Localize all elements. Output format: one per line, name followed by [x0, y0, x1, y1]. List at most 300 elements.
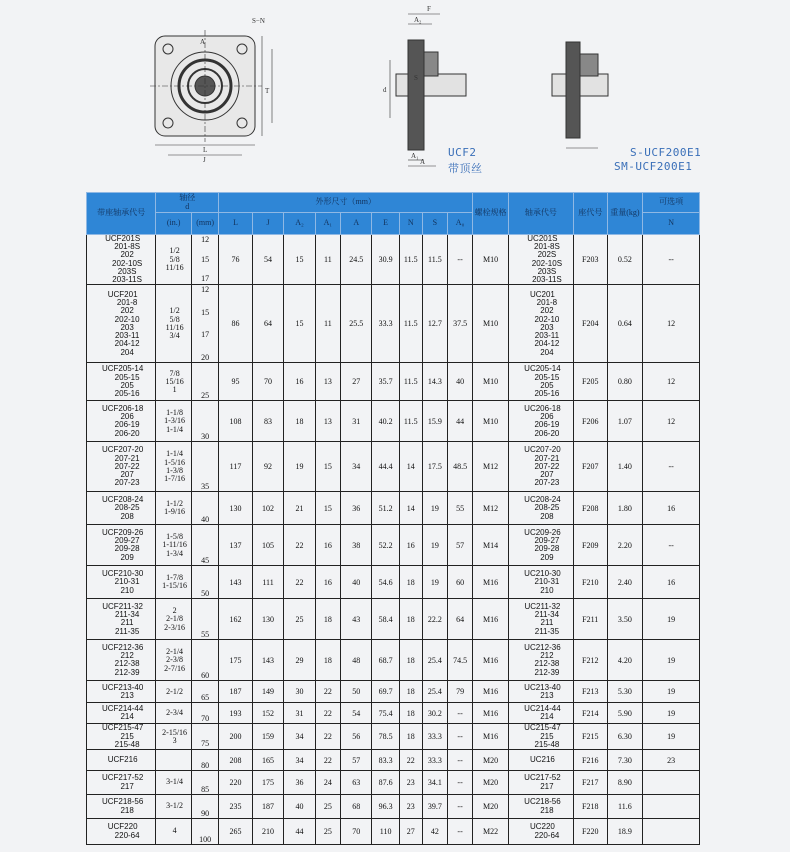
- cell-e: 78.5: [372, 724, 399, 750]
- bc-line: UC213-40: [524, 682, 561, 692]
- bc-line: 203: [540, 322, 554, 332]
- codes-line: UCF217-52: [101, 773, 144, 783]
- cell-a2: 19: [284, 442, 315, 492]
- cell-e: 75.4: [372, 703, 399, 724]
- cell-bolt: M12: [473, 442, 509, 492]
- cell-l: 162: [219, 599, 253, 640]
- table-row: [87, 750, 700, 771]
- inch-cell: [156, 525, 192, 566]
- bc-line: 206-20: [534, 428, 560, 438]
- cell-a2: 16: [284, 363, 315, 401]
- cell-opt: --: [643, 235, 700, 285]
- codes-cell: [87, 363, 156, 401]
- cell-a: 34: [340, 442, 371, 492]
- codes-line: UCF209-26: [101, 527, 144, 537]
- cell-n: 27: [399, 819, 422, 845]
- cell-n: 23: [399, 795, 422, 819]
- codes-line: 203-11S: [112, 275, 142, 285]
- cell-e: 35.7: [372, 363, 399, 401]
- cell-a: 31: [340, 401, 371, 442]
- codes-cell: [87, 795, 156, 819]
- codes-line: 212-39: [114, 667, 140, 677]
- mm-cell: [191, 599, 218, 640]
- codes-line: 211-34: [114, 610, 140, 620]
- codes-line: 201-8: [116, 298, 138, 308]
- inch-line: 1-1/8: [166, 408, 184, 418]
- mm-cell: [191, 640, 218, 681]
- codes-cell: [87, 235, 156, 285]
- cell-e: 68.7: [372, 640, 399, 681]
- label-a-bottom: A: [420, 158, 426, 166]
- mm-cell: [191, 285, 218, 363]
- codes-line: UCF201S: [105, 234, 141, 243]
- mm-cell: [191, 771, 218, 795]
- cell-opt: 19: [643, 681, 700, 703]
- caption-ucf2-cn: 带顶丝: [448, 162, 483, 175]
- bc-line: 209-27: [534, 536, 560, 546]
- cell-a1: 15: [315, 492, 340, 525]
- cell-opt: 19: [643, 724, 700, 750]
- cell-opt: 12: [643, 401, 700, 442]
- table-row: [87, 795, 700, 819]
- cell-a1: 11: [315, 235, 340, 285]
- cell-e: 83.3: [372, 750, 399, 771]
- cell-opt: 23: [643, 750, 700, 771]
- cell-n: 11.5: [399, 235, 422, 285]
- cell-wt: 7.30: [607, 750, 643, 771]
- inch-cell: [156, 442, 192, 492]
- cell-a0: --: [448, 235, 473, 285]
- cell-j: 130: [252, 599, 283, 640]
- codes-line: 218: [120, 805, 134, 815]
- cell-a1: 25: [315, 795, 340, 819]
- cell-hc: F212: [573, 640, 607, 681]
- bc-line: UC212-36: [524, 642, 561, 652]
- cell-a1: 18: [315, 599, 340, 640]
- bc-line: 207-22: [534, 461, 560, 471]
- codes-line: UCF211-32: [102, 601, 144, 611]
- bc-line: 205-16: [534, 389, 560, 399]
- label-d: d: [383, 86, 387, 94]
- bc-line: 202: [540, 306, 554, 316]
- cell-e: 40.2: [372, 401, 399, 442]
- cell-a2: 44: [284, 819, 315, 845]
- codes-line: UCF207-20: [101, 445, 144, 455]
- label-j: J: [203, 156, 206, 164]
- bc-line: 211: [540, 618, 554, 628]
- codes-line: 201-8S: [114, 242, 141, 252]
- codes-line: UCF212-36: [101, 642, 144, 652]
- cell-opt: --: [643, 525, 700, 566]
- bc-cell: [508, 771, 573, 795]
- codes-line: 206-19: [114, 420, 140, 430]
- bc-line: 207-21: [534, 453, 560, 463]
- cell-a0: 64: [448, 599, 473, 640]
- cell-wt: 5.30: [607, 681, 643, 703]
- cell-wt: 0.64: [607, 285, 643, 363]
- inch-line: 2: [172, 606, 177, 616]
- codes-line: 205-15: [114, 372, 140, 382]
- bc-line: 212-38: [534, 659, 560, 669]
- codes-line: 209: [120, 552, 134, 562]
- cell-a1: 16: [315, 525, 340, 566]
- cell-hc: F214: [573, 703, 607, 724]
- cell-a: 54: [340, 703, 371, 724]
- caption-e1-line1: S-UCF200E1: [630, 146, 702, 159]
- table-row: [87, 599, 700, 640]
- codes-cell: [87, 681, 156, 703]
- bc-cell: [508, 285, 573, 363]
- label-t: T: [265, 87, 270, 95]
- bc-line: 205: [540, 380, 554, 390]
- header-col-0: L: [219, 213, 253, 235]
- mm-cell: [191, 442, 218, 492]
- cell-s: 11.5: [422, 235, 447, 285]
- header-col-4: A: [340, 213, 371, 235]
- mm-cell: [191, 819, 218, 845]
- cell-j: 143: [252, 640, 283, 681]
- cell-j: 111: [252, 566, 283, 599]
- cell-a2: 15: [284, 235, 315, 285]
- bc-cell: [508, 681, 573, 703]
- cell-s: 34.1: [422, 771, 447, 795]
- cell-a1: 15: [315, 442, 340, 492]
- bc-line: 220-64: [534, 830, 560, 840]
- bc-line: 204-12: [534, 339, 560, 349]
- codes-line: UCF220: [107, 822, 138, 832]
- inch-line: 1-1/2: [166, 499, 184, 509]
- cell-opt: 12: [643, 363, 700, 401]
- header-optional: 可选項: [643, 193, 700, 213]
- cell-a2: 34: [284, 750, 315, 771]
- table-row: [87, 681, 700, 703]
- mm-value: 17: [201, 274, 210, 284]
- cell-s: 17.5: [422, 442, 447, 492]
- cell-a0: --: [448, 703, 473, 724]
- cell-a: 38: [340, 525, 371, 566]
- cell-n: 11.5: [399, 363, 422, 401]
- cell-j: 159: [252, 724, 283, 750]
- cell-s: 25.4: [422, 681, 447, 703]
- bc-line: 202S: [537, 250, 557, 260]
- codes-line: UCF201: [107, 289, 138, 299]
- cell-s: 42: [422, 819, 447, 845]
- header-bearing-unit: 带座轴承代号: [87, 193, 156, 235]
- cell-a2: 15: [284, 285, 315, 363]
- cell-hc: F208: [573, 492, 607, 525]
- bc-line: UC201: [529, 289, 555, 299]
- cell-hc: F215: [573, 724, 607, 750]
- bc-cell: [508, 599, 573, 640]
- cell-e: 69.7: [372, 681, 399, 703]
- cell-wt: 4.20: [607, 640, 643, 681]
- inch-line: 3-1/4: [166, 777, 184, 787]
- cell-a1: 22: [315, 703, 340, 724]
- bc-line: 207-23: [534, 478, 560, 488]
- cell-wt: 1.40: [607, 442, 643, 492]
- cell-hc: F203: [573, 235, 607, 285]
- cell-l: 175: [219, 640, 253, 681]
- bc-line: 217: [540, 781, 554, 791]
- codes-line: 213: [120, 690, 134, 700]
- label-a1: A₁: [411, 152, 419, 160]
- mm-value: 50: [201, 588, 210, 598]
- cell-opt: 16: [643, 566, 700, 599]
- cell-e: 51.2: [372, 492, 399, 525]
- inch-line: 1/2: [169, 246, 180, 256]
- mm-cell: [191, 795, 218, 819]
- cell-s: 19: [422, 566, 447, 599]
- inch-line: 1/2: [169, 306, 180, 316]
- cell-wt: 1.07: [607, 401, 643, 442]
- cell-e: 30.9: [372, 235, 399, 285]
- codes-line: 215: [120, 731, 134, 741]
- cell-l: 265: [219, 819, 253, 845]
- bc-line: 215-48: [534, 739, 560, 749]
- cell-hc: F207: [573, 442, 607, 492]
- bc-line: 209: [540, 552, 554, 562]
- codes-cell: [87, 771, 156, 795]
- bc-line: 214: [540, 712, 554, 722]
- cell-a1: 22: [315, 724, 340, 750]
- cell-opt: 19: [643, 703, 700, 724]
- bc-line: 207: [540, 470, 554, 480]
- bc-cell: [508, 442, 573, 492]
- cell-hc: F213: [573, 681, 607, 703]
- cell-bolt: M16: [473, 566, 509, 599]
- codes-cell: [87, 442, 156, 492]
- bc-line: 205-15: [534, 372, 560, 382]
- side-section-drawing: [390, 14, 466, 166]
- mm-value: 55: [201, 629, 210, 639]
- mm-cell: [191, 750, 218, 771]
- bc-line: 211-34: [534, 610, 560, 620]
- inch-line: 2-3/8: [166, 655, 184, 665]
- codes-line: 217: [120, 781, 134, 791]
- eccentric-collar-drawing: [552, 42, 608, 148]
- bc-line: 203-11: [534, 331, 560, 341]
- inch-cell: [156, 703, 192, 724]
- inch-line: 4: [172, 826, 177, 836]
- inch-cell: [156, 492, 192, 525]
- cell-a1: 22: [315, 681, 340, 703]
- cell-hc: F205: [573, 363, 607, 401]
- cell-e: 58.4: [372, 599, 399, 640]
- label-s-n: S−N: [252, 17, 265, 25]
- codes-cell: [87, 640, 156, 681]
- inch-line: 7/8: [169, 368, 180, 378]
- cell-a2: 22: [284, 525, 315, 566]
- cell-l: 143: [219, 566, 253, 599]
- cell-wt: 18.9: [607, 819, 643, 845]
- cell-s: 33.3: [422, 724, 447, 750]
- cell-bolt: M10: [473, 235, 509, 285]
- bc-line: UC218-56: [524, 797, 561, 807]
- mm-value: 15: [201, 307, 210, 317]
- mm-cell: [191, 363, 218, 401]
- cell-a0: 60: [448, 566, 473, 599]
- codes-cell: [87, 492, 156, 525]
- mm-cell: [191, 681, 218, 703]
- cell-j: 64: [252, 285, 283, 363]
- inch-line: 1-7/8: [166, 573, 184, 583]
- table-row: [87, 442, 700, 492]
- inch-line: 3/4: [169, 331, 180, 341]
- bc-cell: [508, 566, 573, 599]
- cell-bolt: M16: [473, 599, 509, 640]
- mm-value: 17: [201, 330, 210, 340]
- cell-n: 14: [399, 492, 422, 525]
- cell-l: 117: [219, 442, 253, 492]
- codes-cell: [87, 599, 156, 640]
- codes-line: 208-25: [114, 503, 140, 513]
- cell-opt: [643, 795, 700, 819]
- codes-cell: [87, 525, 156, 566]
- cell-e: 96.3: [372, 795, 399, 819]
- header-col-7: S: [422, 213, 447, 235]
- codes-cell: [87, 285, 156, 363]
- cell-hc: F218: [573, 795, 607, 819]
- mm-value: 30: [201, 431, 210, 441]
- cell-l: 108: [219, 401, 253, 442]
- bc-line: UC208-24: [524, 495, 561, 505]
- mm-cell: [191, 492, 218, 525]
- cell-a: 63: [340, 771, 371, 795]
- front-view-drawing: [150, 30, 272, 155]
- bc-line: 202-10: [534, 314, 560, 324]
- mm-value: 20: [201, 352, 210, 362]
- inch-cell: [156, 771, 192, 795]
- bc-line: 213: [540, 690, 554, 700]
- inch-cell: [156, 599, 192, 640]
- codes-line: UCF216: [107, 754, 138, 764]
- header-bearing-code: 轴承代号: [508, 193, 573, 235]
- codes-cell: [87, 750, 156, 771]
- bc-line: UC201S: [527, 234, 558, 243]
- inch-cell: [156, 640, 192, 681]
- cell-l: 95: [219, 363, 253, 401]
- cell-bolt: M14: [473, 525, 509, 566]
- bc-line: UC220: [529, 822, 555, 832]
- cell-bolt: M16: [473, 640, 509, 681]
- caption-ucf2: UCF2: [448, 146, 477, 159]
- inch-cell: [156, 724, 192, 750]
- cell-n: 18: [399, 599, 422, 640]
- table-row: [87, 401, 700, 442]
- cell-n: 11.5: [399, 285, 422, 363]
- mm-value: 85: [201, 784, 210, 794]
- inch-line: 5/8: [169, 254, 180, 264]
- inch-line: 1-3/16: [164, 416, 186, 426]
- bc-cell: [508, 750, 573, 771]
- codes-line: 212: [120, 651, 134, 661]
- cell-a0: --: [448, 750, 473, 771]
- cell-e: 110: [372, 819, 399, 845]
- cell-hc: F204: [573, 285, 607, 363]
- mm-value: 35: [201, 481, 210, 491]
- cell-a0: 40: [448, 363, 473, 401]
- bc-line: 203-11S: [532, 275, 562, 285]
- codes-line: UCF214-44: [101, 704, 144, 714]
- codes-line: 207-23: [114, 478, 140, 488]
- mm-cell: [191, 525, 218, 566]
- cell-hc: F216: [573, 750, 607, 771]
- codes-line: 211-35: [114, 626, 140, 636]
- codes-line: 204: [120, 347, 134, 357]
- bc-line: UC209-26: [524, 527, 561, 537]
- cell-a2: 29: [284, 640, 315, 681]
- mm-value: 15: [201, 254, 210, 264]
- codes-line: 209-27: [114, 536, 140, 546]
- inch-cell: [156, 401, 192, 442]
- cell-a1: 13: [315, 363, 340, 401]
- cell-hc: F211: [573, 599, 607, 640]
- inch-cell: [156, 566, 192, 599]
- header-weight: 重量(kg): [607, 193, 643, 235]
- bc-cell: [508, 724, 573, 750]
- cell-wt: 2.40: [607, 566, 643, 599]
- codes-line: 205-16: [114, 389, 140, 399]
- cell-a0: 37.5: [448, 285, 473, 363]
- inch-line: 3-1/2: [166, 801, 184, 811]
- table-row: [87, 771, 700, 795]
- bc-line: 212-39: [534, 667, 560, 677]
- cell-n: 14: [399, 442, 422, 492]
- cell-opt: 19: [643, 599, 700, 640]
- bc-cell: [508, 235, 573, 285]
- inch-cell: [156, 285, 192, 363]
- mm-value: 12: [201, 284, 210, 294]
- inch-line: 2-1/4: [166, 647, 184, 657]
- bc-cell: [508, 401, 573, 442]
- cell-a: 40: [340, 566, 371, 599]
- bc-line: UC215-47: [524, 723, 561, 733]
- label-a2: A₂: [414, 16, 422, 24]
- cell-j: 187: [252, 795, 283, 819]
- cell-s: 22.2: [422, 599, 447, 640]
- label-s: S: [414, 74, 418, 82]
- inch-line: 3: [172, 735, 177, 745]
- cell-bolt: M20: [473, 795, 509, 819]
- bc-line: 211-35: [534, 626, 560, 636]
- cell-l: 86: [219, 285, 253, 363]
- bc-line: UC217-52: [524, 773, 561, 783]
- codes-line: UCF215-47: [101, 723, 144, 733]
- cell-opt: 19: [643, 640, 700, 681]
- bc-line: 210-31: [534, 577, 560, 587]
- cell-e: 87.6: [372, 771, 399, 795]
- codes-line: 212-38: [114, 659, 140, 669]
- inch-line: 5/8: [169, 314, 180, 324]
- bc-line: 209-28: [534, 544, 560, 554]
- header-dims: 外形尺寸（mm）: [219, 193, 473, 213]
- bc-line: UC210-30: [524, 569, 561, 579]
- cell-j: 92: [252, 442, 283, 492]
- cell-wt: 1.80: [607, 492, 643, 525]
- cell-wt: 5.90: [607, 703, 643, 724]
- inch-line: 15/16: [165, 376, 184, 386]
- inch-line: 1-3/4: [166, 548, 184, 558]
- bc-line: UC207-20: [524, 445, 561, 455]
- inch-line: 1-1/4: [166, 449, 184, 459]
- table-row: [87, 566, 700, 599]
- bc-cell: [508, 492, 573, 525]
- header-housing-code: 座代号: [573, 193, 607, 235]
- cell-n: 23: [399, 771, 422, 795]
- header-n: N: [643, 213, 700, 235]
- codes-line: 207-22: [114, 461, 140, 471]
- cell-s: 15.9: [422, 401, 447, 442]
